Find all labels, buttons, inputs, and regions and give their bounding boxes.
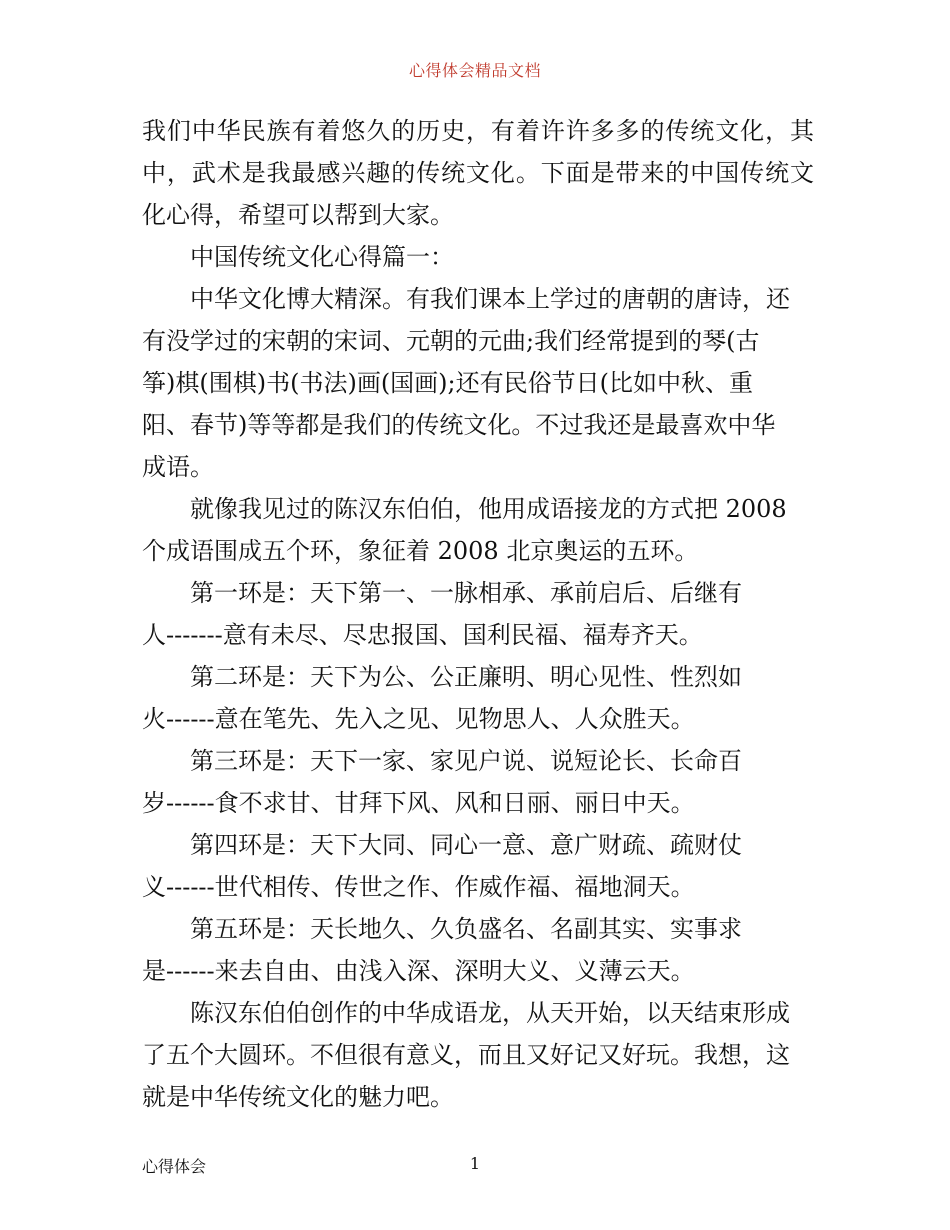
ring-one-line: 第一环是：天下第一、一脉相承、承前启后、后继有 (190, 579, 742, 607)
body-line: 我们中华民族有着悠久的历史，有着许许多多的传统文化，其 (142, 117, 814, 145)
ring-five-line: 第五环是：天长地久、久负盛名、名副其实、实事求 (190, 915, 742, 943)
body-line: 阳、春节)等等都是我们的传统文化。不过我还是最喜欢中华 (142, 411, 776, 439)
page-header-title: 心得体会精品文档 (408, 61, 541, 80)
document-body (142, 110, 814, 1118)
footer-label: 心得体会 (142, 1157, 207, 1176)
body-line: 筝)棋(围棋)书(书法)画(国画);还有民俗节日(比如中秋、重 (142, 369, 753, 397)
ring-one-line: 人-------意有未尽、尽忠报国、国利民福、福寿齐天。 (142, 621, 703, 649)
body-line: 有没学过的宋朝的宋词、元朝的元曲;我们经常提到的琴(古 (142, 327, 760, 355)
page-number: 1 (469, 1154, 481, 1173)
ring-three-line: 岁------食不求甘、甘拜下风、风和日丽、丽日中天。 (142, 789, 695, 817)
body-line: 中，武术是我最感兴趣的传统文化。下面是带来的中国传统文 (142, 159, 814, 187)
ring-four-line: 义------世代相传、传世之作、作威作福、福地洞天。 (142, 873, 695, 901)
body-line: 化心得，希望可以帮到大家。 (142, 201, 454, 229)
ring-two-line: 火------意在笔先、先入之见、见物思人、人众胜天。 (142, 705, 695, 733)
body-line: 陈汉东伯伯创作的中华成语龙，从天开始，以天结束形成 (190, 999, 790, 1027)
ring-three-line: 第三环是：天下一家、家见户说、说短论长、长命百 (190, 747, 742, 775)
body-line: 就是中华传统文化的魅力吧。 (142, 1083, 454, 1111)
section-heading: 中国传统文化心得篇一： (190, 243, 454, 271)
ring-five-line: 是------来去自由、由浅入深、深明大义、义薄云天。 (142, 957, 695, 985)
body-line: 中华文化博大精深。有我们课本上学过的唐朝的唐诗，还 (190, 285, 790, 313)
body-line: 个成语围成五个环，象征着 2008 北京奥运的五环。 (142, 537, 699, 565)
body-line: 了五个大圆环。不但很有意义，而且又好记又好玩。我想，这 (142, 1041, 790, 1069)
ring-four-line: 第四环是：天下大同、同心一意、意广财疏、疏财仗 (190, 831, 742, 859)
body-line: 就像我见过的陈汉东伯伯，他用成语接龙的方式把 2008 (190, 495, 787, 523)
body-line: 成语。 (142, 453, 214, 481)
ring-two-line: 第二环是：天下为公、公正廉明、明心见性、性烈如 (190, 663, 742, 691)
